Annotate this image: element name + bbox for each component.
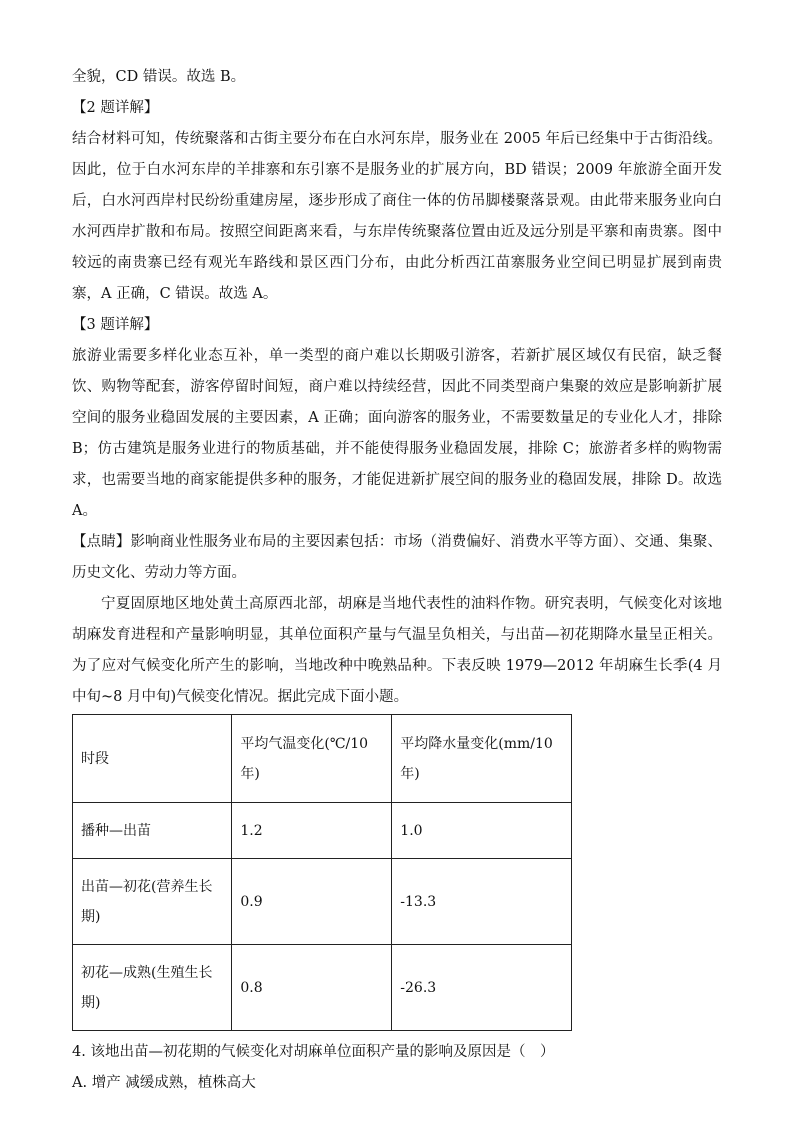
key-point-label: 【点睛】 — [72, 534, 131, 550]
table-cell: 1.2 — [232, 803, 392, 859]
table-header-cell: 时段 — [73, 715, 232, 803]
paragraph-3: 旅游业需要多样化业态互补，单一类型的商户难以长期吸引游客，若新扩展区域仅有民宿，缺乏餐饮、购物等配套，游客停留时间短，商户难以持续经营，因此不同类型商户集聚的效应是影响新扩展空间的服务业稳固发展的主要因素，A 正确；面向游客的服务业，不需要数量足的专业化人才，排除 B；仿古建筑是服务业进行的物质基础，并不能使得服务业稳固发展，排除 C；旅游者多样的购物需求，也需要当地的商家能提供多种的服务，才能促进新扩展空间的服务业的稳固发展，排除 D。故选 A。 — [72, 348, 722, 519]
document-page — [72, 62, 722, 1099]
table-cell: 初花—成熟(生殖生长期) — [73, 945, 232, 1031]
option-a: A. 增产 减缓成熟，植株高大 — [72, 1075, 256, 1091]
table-row — [73, 945, 572, 1031]
climate-table — [72, 714, 572, 1031]
table-cell: -26.3 — [392, 945, 572, 1031]
table-row — [73, 803, 572, 859]
paragraph-1: 全貌，CD 错误。故选 B。 — [72, 69, 246, 85]
material-paragraph: 宁夏固原地区地处黄土高原西北部，胡麻是当地代表性的油料作物。研究表明，气候变化对该地胡麻发育进程和产量影响明显，其单位面积产量与气温呈负相关，与出苗—初花期降水量呈正相关。为了应对气候变化所产生的影响，当地改种中晚熟品种。下表反映 1979—2012 年胡麻生长季(4 月中旬~8 月中旬)气候变化情况。据此完成下面小题。 — [72, 596, 722, 705]
table-cell: 0.9 — [232, 859, 392, 945]
table-cell: 出苗—初花(营养生长期) — [73, 859, 232, 945]
table-header-cell: 平均降水量变化(mm/10年) — [392, 715, 572, 803]
table-row — [73, 859, 572, 945]
table-cell: 0.8 — [232, 945, 392, 1031]
paragraph-2: 结合材料可知，传统聚落和古街主要分布在白水河东岸，服务业在 2005 年后已经集中于古街沿线。因此，位于白水河东岸的羊排寨和东引寨不是服务业的扩展方向，BD 错误；2009 年旅游全面开发后，白水河西岸村民纷纷重建房屋，逐步形成了商住一体的仿吊脚楼聚落景观。由此带来服务业向白水河西岸扩散和布局。按照空间距离来看，与东岸传统聚落位置由近及远分别是平寨和南贵寨。图中较远的南贵寨已经有观光车路线和景区西门分布，由此分析西江苗寨服务业空间已明显扩展到南贵寨，A 正确，C 错误。故选 A。 — [72, 131, 722, 302]
table-header-cell: 平均气温变化(℃/10年) — [232, 715, 392, 803]
question-4: 4. 该地出苗—初花期的气候变化对胡麻单位面积产量的影响及原因是（ ） — [72, 1044, 555, 1060]
key-point-paragraph — [72, 527, 722, 589]
table-cell: -13.3 — [392, 859, 572, 945]
section-heading-2: 【2 题详解】 — [72, 100, 159, 116]
key-point-text: 影响商业性服务业布局的主要因素包括：市场（消费偏好、消费水平等方面）、交通、集聚、历史文化、劳动力等方面。 — [72, 534, 723, 581]
table-header-row — [73, 715, 572, 803]
section-heading-3: 【3 题详解】 — [72, 317, 159, 333]
table-cell: 播种—出苗 — [73, 803, 232, 859]
table-cell: 1.0 — [392, 803, 572, 859]
